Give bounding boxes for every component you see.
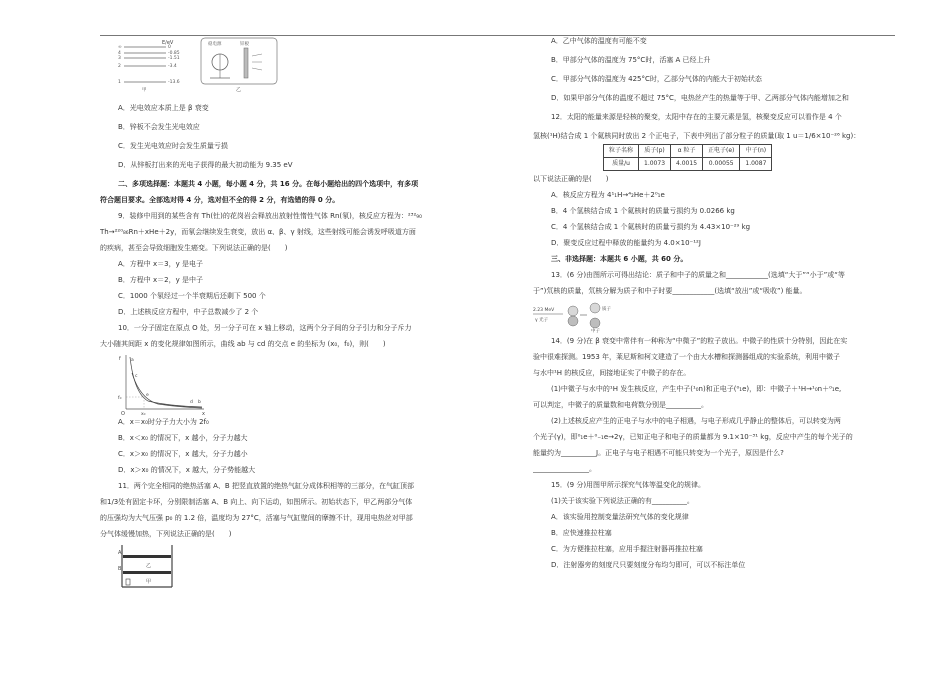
curve-d: d: [190, 400, 193, 405]
q11-option: B．甲部分气体的温度为 75°C时，活塞 A 已经上升: [551, 56, 711, 64]
q10-option: C．x＞x₀ 的情况下，x 越大，分子力越小: [118, 450, 248, 458]
table-cell: 0.00055: [703, 158, 740, 171]
q9-option: B．方程中 x＝2，y 是中子: [118, 276, 203, 284]
device-power: 稳电源: [208, 42, 222, 47]
q14-stem: ________________。: [533, 465, 596, 473]
q10-stem: 大小随其间距 x 的变化规律如图所示，曲线 ab 与 cd 的交点 e 的坐标为 (x₀，f₀)，则( ): [100, 340, 386, 348]
q12-option: B．4 个氢核结合成 1 个氦核时的质量亏损约为 0.0266 kg: [551, 207, 735, 215]
proton-label: 质子: [602, 307, 611, 312]
section-2-heading-cont: 符合题目要求。全部选对得 4 分，选对但不全的得 2 分，有选错的得 0 分。: [100, 196, 340, 204]
q10-option: B．x＜x₀ 的情况下，x 越小，分子力越大: [118, 434, 248, 442]
table-cell: 4.0015: [671, 158, 703, 171]
level-n: ∞: [118, 45, 122, 50]
table-row: [604, 158, 772, 171]
q14-stem: (2)上述核反应产生的正电子与水中的电子相遇，与电子形成几乎静止的整体后，可以转变为两: [551, 417, 841, 425]
q12-prompt: 以下说法正确的是( ): [533, 175, 609, 183]
label-jia: 甲: [142, 88, 147, 92]
level-n: 2: [118, 64, 121, 69]
left-column: [100, 36, 478, 591]
figure-molecular-force: [118, 353, 478, 415]
piston-b: B: [118, 566, 122, 572]
curve-a: a: [131, 358, 134, 363]
q15-option: B．应快速推拉柱塞: [551, 529, 612, 537]
q15-option: A．该实验用控制变量法研究气体的变化规律: [551, 513, 689, 521]
q12-stem: 12．太阳的能量来源是轻核的聚变，太阳中存在的主要元素是氢，核聚变反应可以看作是 4 个: [551, 113, 842, 121]
neutron-label: 中子: [591, 329, 600, 333]
q8-option: A．光电效应本质上是 β 衰变: [118, 104, 209, 112]
zinc-plate-device: [200, 36, 280, 92]
energy-label: 2.23 MeV: [533, 308, 555, 313]
q11-stem: 和1/3处有固定卡环，分别限制活塞 A、B 向上、向下运动，如图所示。初始状态下，甲乙两部分气体: [100, 498, 413, 506]
table-header-cell: 粒子名称: [604, 145, 639, 158]
q10-stem: 10．一分子固定在原点 O 处，另一分子可在 x 轴上移动，这两个分子间的分子引力和分子斥力: [118, 324, 412, 332]
q14-stem: 验中很难探测。1953 年，莱尼斯和柯文建造了一个由大水槽和探测器组成的实验系统，利用中微子: [533, 353, 841, 361]
q14-stem: 可以判定，中微子的质量数和电荷数分别是__________。: [533, 401, 708, 409]
q15-option: C．为方便推拉柱塞，应用手握注射器再推拉柱塞: [551, 545, 703, 553]
force-graph: [118, 353, 208, 415]
section-3-heading: 三、非选择题：本题共 6 小题，共 60 分。: [551, 255, 688, 263]
q15-stem: (1)关于该实验下列说法正确的有__________。: [551, 497, 694, 505]
q15-option: D．注射器旁的刻度尺只要刻度分布均匀即可，可以不标注单位: [551, 561, 746, 569]
level-n: 3: [118, 56, 121, 61]
figure-cylinder: [118, 543, 478, 589]
deuteron-diagram: [533, 299, 613, 333]
tick-x0: x₀: [141, 412, 146, 415]
mass-table: [603, 144, 772, 171]
gas-jia: 甲: [146, 579, 152, 585]
q9-option: D．上述核反应方程中，中子总数减少了 2 个: [118, 308, 259, 316]
table-cell: 1.0073: [639, 158, 671, 171]
q11-option: D．如果甲部分气体的温度不超过 75°C，电热丝产生的热量等于甲、乙两部分气体内能增加之和: [551, 94, 849, 102]
table-header-row: [604, 145, 772, 158]
q14-stem: 能量约为__________J。正电子与电子相遇不可能只转变为一个光子，原因是什么?: [533, 449, 784, 457]
table-header-cell: α 粒子: [671, 145, 703, 158]
curve-b: b: [198, 400, 201, 405]
q12-stem: 氢核(¹H)结合成 1 个氦核同时放出 2 个正电子，下表中列出了部分粒子的质量(取 1 u＝1/6×10⁻²⁶ kg)：: [533, 132, 861, 140]
q8-option: B．锌板不会发生光电效应: [118, 123, 200, 131]
q13-stem: 于”)氘核的质量，氘核分解为质子和中子时要____________(选填“放出”或“吸收”) 能量。: [533, 287, 807, 295]
q13-stem: 13．(6 分)由图所示可得出结论：质子和中子的质量之和____________(选填“大于”“小于”或“等: [551, 271, 845, 279]
figure-energy-levels: [118, 36, 478, 92]
piston-a: A: [118, 550, 122, 556]
figure-deuteron: [533, 299, 895, 333]
q14-stem: 14．(9 分)在 β 衰变中常伴有一种称为“中微子”的粒子放出。中微子的性质十分特别，因此在实: [551, 337, 848, 345]
q10-option: D．x＞x₀ 的情况下，x 越大，分子势能越大: [118, 466, 256, 474]
q12-option: A．核反应方程为 4¹₁H→⁴₂He＋2⁰₁e: [551, 191, 665, 199]
q11-stem: 的压强均为大气压强 p₀ 的 1.2 倍，温度均为 27°C，活塞与气缸壁间的摩擦不计，现用电热丝对甲部: [100, 514, 413, 522]
curve-c: c: [135, 374, 138, 379]
origin-o: O: [121, 411, 125, 415]
cylinder-diagram: [118, 543, 178, 589]
level-value: -1.51: [168, 56, 180, 61]
q10-option: A．x＝x₀时分子力大小为 2f₀: [118, 418, 209, 426]
q8-option: C．发生光电效应时会发生质量亏损: [118, 142, 228, 150]
energy-head: E/eV: [162, 40, 174, 46]
table-header-cell: 质子(p): [639, 145, 671, 158]
q11-option: C．甲部分气体的温度为 425°C时，乙部分气体的内能大于初始状态: [551, 75, 762, 83]
right-column: [533, 36, 895, 570]
q9-stem: 9．装修中用到的某些含有 Th(钍)的花岗岩会释放出放射性惰性气体 Rn(氡)，核反应方程为：²³²₉₀: [118, 212, 422, 220]
gamma-label: γ 光子: [535, 318, 549, 323]
level-value: -3.4: [168, 64, 177, 69]
axis-f: f: [119, 356, 121, 362]
level-n: 4: [118, 51, 121, 56]
q15-stem: 15．(9 分)用图甲所示探究气体等温变化的规律。: [551, 481, 706, 489]
level-n: 1: [118, 80, 121, 85]
q11-stem: 分气体缓慢加热，下列说法正确的是( ): [100, 530, 232, 538]
q9-option: A．方程中 x＝3，y 是电子: [118, 260, 203, 268]
q11-stem: 11．两个完全相同的绝热活塞 A、B 把竖直放置的绝热气缸分成体积相等的三部分，在气缸顶部: [118, 482, 414, 490]
q9-stem: 的疾病，甚至会导致细胞发生癌变。下列说法正确的是( ): [100, 244, 288, 252]
q11-option: A．乙中气体的温度有可能不变: [551, 37, 647, 45]
q12-option: C．4 个氢核结合成 1 个氦核时的质量亏损约为 4.43×10⁻²⁹ kg: [551, 223, 751, 231]
tick-f0: f₀: [118, 396, 122, 401]
table-header-cell: 中子(n): [740, 145, 772, 158]
gas-yi: 乙: [146, 563, 152, 569]
table-cell: 1.0087: [740, 158, 772, 171]
level-value: -13.6: [168, 80, 180, 85]
q14-stem: 个光子(γ)，即⁰₁e＋⁰₋₁e→2γ，已知正电子和电子的质量都为 9.1×10⁻³¹ kg，反应中产生的每个光子的: [533, 433, 853, 441]
level-value: -0.85: [168, 51, 180, 56]
q14-stem: 与水中¹H 的核反应，间接地证实了中微子的存在。: [533, 369, 691, 377]
point-e: e: [146, 393, 149, 398]
q8-option: D．从锌板打出来的光电子获得的最大初动能为 9.35 eV: [118, 161, 293, 169]
q9-option: C．1000 个氡经过一个半衰期后还剩下 500 个: [118, 292, 266, 300]
table-cell: 质量/u: [604, 158, 639, 171]
device-plate: 锌板: [240, 42, 249, 47]
label-yi: 乙: [236, 87, 242, 92]
table-header-cell: 正电子(e): [703, 145, 740, 158]
level-value: 0: [168, 45, 171, 50]
q9-stem: Th→²²⁰₈₆Rn＋xHe＋2y，而氡会继续发生衰变，放出 α、β、γ 射线，这些射线可能会诱发呼吸道方面: [100, 228, 416, 236]
section-2-heading: 二、多项选择题：本题共 4 小题，每小题 4 分，共 16 分。在每小题给出的四个选项中，有多项: [118, 180, 419, 188]
q14-stem: (1)中微子与水中的¹H 发生核反应，产生中子(¹₀n)和正电子(⁰₁e)，即：中微子＋¹H→¹₀n＋⁰₁e,: [551, 385, 842, 393]
axis-x: x: [202, 411, 205, 415]
q12-option: D．聚变反应过程中释放的能量约为 4.0×10⁻¹²J: [551, 239, 701, 247]
